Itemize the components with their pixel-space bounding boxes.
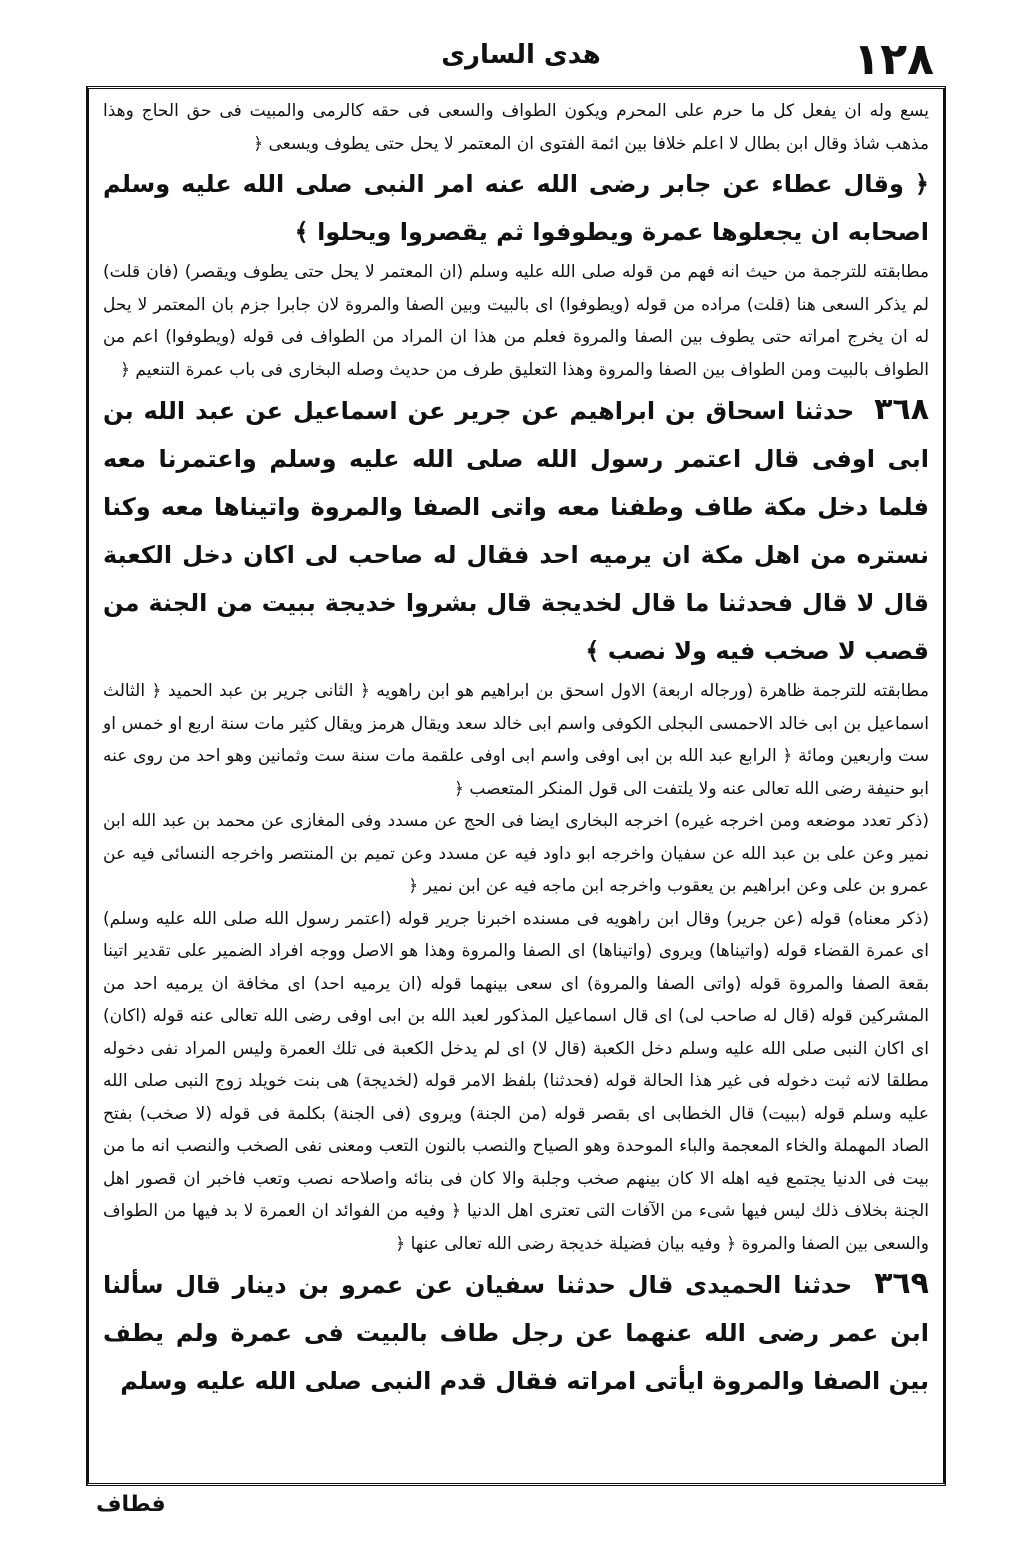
text-frame	[86, 86, 946, 1486]
hadith-text: حدثنا اسحاق بن ابراهيم عن جرير عن اسماعيل عن عبد الله بن ابى اوفى قال اعتمر رسول الله صلى الله عليه وسلم واعتمرنا معه فلما دخل مكة طاف وطفنا معه واتى الصفا والمروة واتيناها معه وكنا نستره من اهل مكة ان يرميه احد فقال له صاحب لى اكان دخل الكعبة قال لا قال فحدثنا ما قال لخديجة قال بشروا خديجة ببيت من الجنة من قصب لا صخب فيه ولا نصب ﴾	[103, 397, 929, 665]
hadith-number: ٣٦٨	[874, 392, 930, 427]
commentary-paragraph: مطابقته للترجمة ظاهرة (ورجاله اربعة) الاول اسحق بن ابراهيم هو ابن راهويه ﴿ الثانى جرير بن عبد الحميد ﴿ الثالث اسماعيل بن ابى خالد الاحمسى البجلى الكوفى واسم ابى خالد سعد ويقال هرمز ويقال كثير مات سنة اربع او خمس او ست واربعين ومائة ﴿ الرابع عبد الله بن ابى اوفى واسم ابى اوفى علقمة مات سنة ست وثمانين وهو احد من روى عنه ابو حنيفة رضى الله تعالى عنه ولا يلتفت الى قول المنكر المتعصب ﴿	[103, 681, 929, 799]
commentary-paragraph: يسع وله ان يفعل كل ما حرم على المحرم ويكون الطواف والسعى فى حقه كالرمى والمبيت فى حق الحاج وهذا مذهب شاذ وقال ابن بطال لا اعلم خلافا بين ائمة الفتوى ان المعتمر لا يحل حتى يطوف ويسعى ﴿	[103, 101, 929, 154]
catchword: فطاف	[96, 1492, 166, 1517]
page-header	[86, 30, 956, 86]
page-number: ١٢٨	[853, 34, 934, 85]
hadith-number: ٣٦٩	[874, 1266, 929, 1301]
commentary-paragraph: (ذكر معناه) قوله (عن جرير) وقال ابن راهويه فى مسنده اخبرنا جرير قوله (اعتمر رسول الله صلى الله عليه وسلم) اى عمرة القضاء قوله (واتيناها) ويروى (واتيناها) اى الصفا والمروة وهذا هو الاصل ووجه افراد الضمير على تقدير اتينا بقعة الصفا والمروة قوله (واتى الصفا والمروة) اى سعى بينهما قوله (ان يرميه احد) اى مخافة ان يرميه احد من المشركين قوله (قال له صاحب لى) اى قال اسماعيل المذكور لعبد الله بن ابى اوفى رضى الله تعالى عنه قوله (اكان) اى اكان النبى صلى الله عليه وسلم دخل الكعبة (قال لا) اى لم يدخل الكعبة فى تلك العمرة وليس المراد نفى دخوله مطلقا لانه ثبت دخوله فى غير هذا الحالة قوله (فحدثنا) بلفظ الامر قوله (لخديجة) هى بنت خويلد زوج النبى صلى الله عليه وسلم قوله (ببيت) قال الخطابى اى بقصر قوله (من الجنة) ويروى (فى الجنة) بكلمة فى قوله (لا صخب) بفتح الصاد المهملة والخاء المعجمة والباء الموحدة وهو الصياح والنصب بالنون التعب ومعنى نفى الصخب والنصب انه ما من بيت فى الدنيا يجتمع فيه اهله الا كان بينهم صخب وجلبة والا كان فى بنائه واصلاحه نصب وتعب فاخبر ان قصور اهل الجنة بخلاف ذلك ليس فيها شىء من الآفات التى تعترى اهل الدنيا ﴿ وفيه من الفوائد ان العمرة لا بد فيها من الطواف والسعى بين الصفا والمروة ﴿ وفيه بيان فضيلة خديجة رضى الله تعالى عنها ﴿	[103, 908, 929, 1254]
commentary-paragraph: مطابقته للترجمة من حيث انه فهم من قوله صلى الله عليه وسلم (ان المعتمر لا يحل حتى يطوف ويقصر) (فان قلت) لم يذكر السعى هنا (قلت) مراده من قوله (ويطوفوا) اى بالبيت وبين الصفا والمروة لان جابرا جزم بان المعتمر لا يحل له ان يخرج امراته حتى يطوف بين الصفا والمروة فعلم من هذا ان المراد من الطواف فى قوله (ويطوفوا) اعم من الطواف بالبيت ومن الطواف بين الصفا والمروة وهذا التعليق طرف من حديث وصله البخارى فى باب عمرة التنعيم ﴿	[103, 262, 929, 380]
hadith-block	[103, 386, 929, 675]
hadith-text: ﴿ وقال عطاء عن جابر رضى الله عنه امر النبى صلى الله عليه وسلم اصحابه ان يجعلوها عمرة ويطوفوا ثم يقصروا ويحلوا ﴾	[103, 170, 929, 246]
hadith-text: حدثنا الحميدى قال حدثنا سفيان عن عمرو بن دينار قال سألنا ابن عمر رضى الله عنهما عن رجل طاف بالبيت فى عمرة ولم يطف بين الصفا والمروة ايأتى امراته فقال قدم النبى صلى الله عليه وسلم	[103, 1271, 929, 1395]
hadith-block	[103, 1260, 929, 1405]
commentary-paragraph: (ذكر تعدد موضعه ومن اخرجه غيره) اخرجه البخارى ايضا فى الحج عن مسدد وفى المغازى عن محمد بن عبد الله ابن نمير وعن على بن عبد الله عن سفيان واخرجه ابو داود فيه عن مسدد وعن تميم بن المنتصر واخرجه النسائى فيه عن عمرو بن على وعن ابراهيم بن يعقوب واخرجه ابن ماجه فيه عن ابن نمير ﴿	[103, 811, 929, 896]
book-title: هدى السارى	[441, 40, 601, 70]
